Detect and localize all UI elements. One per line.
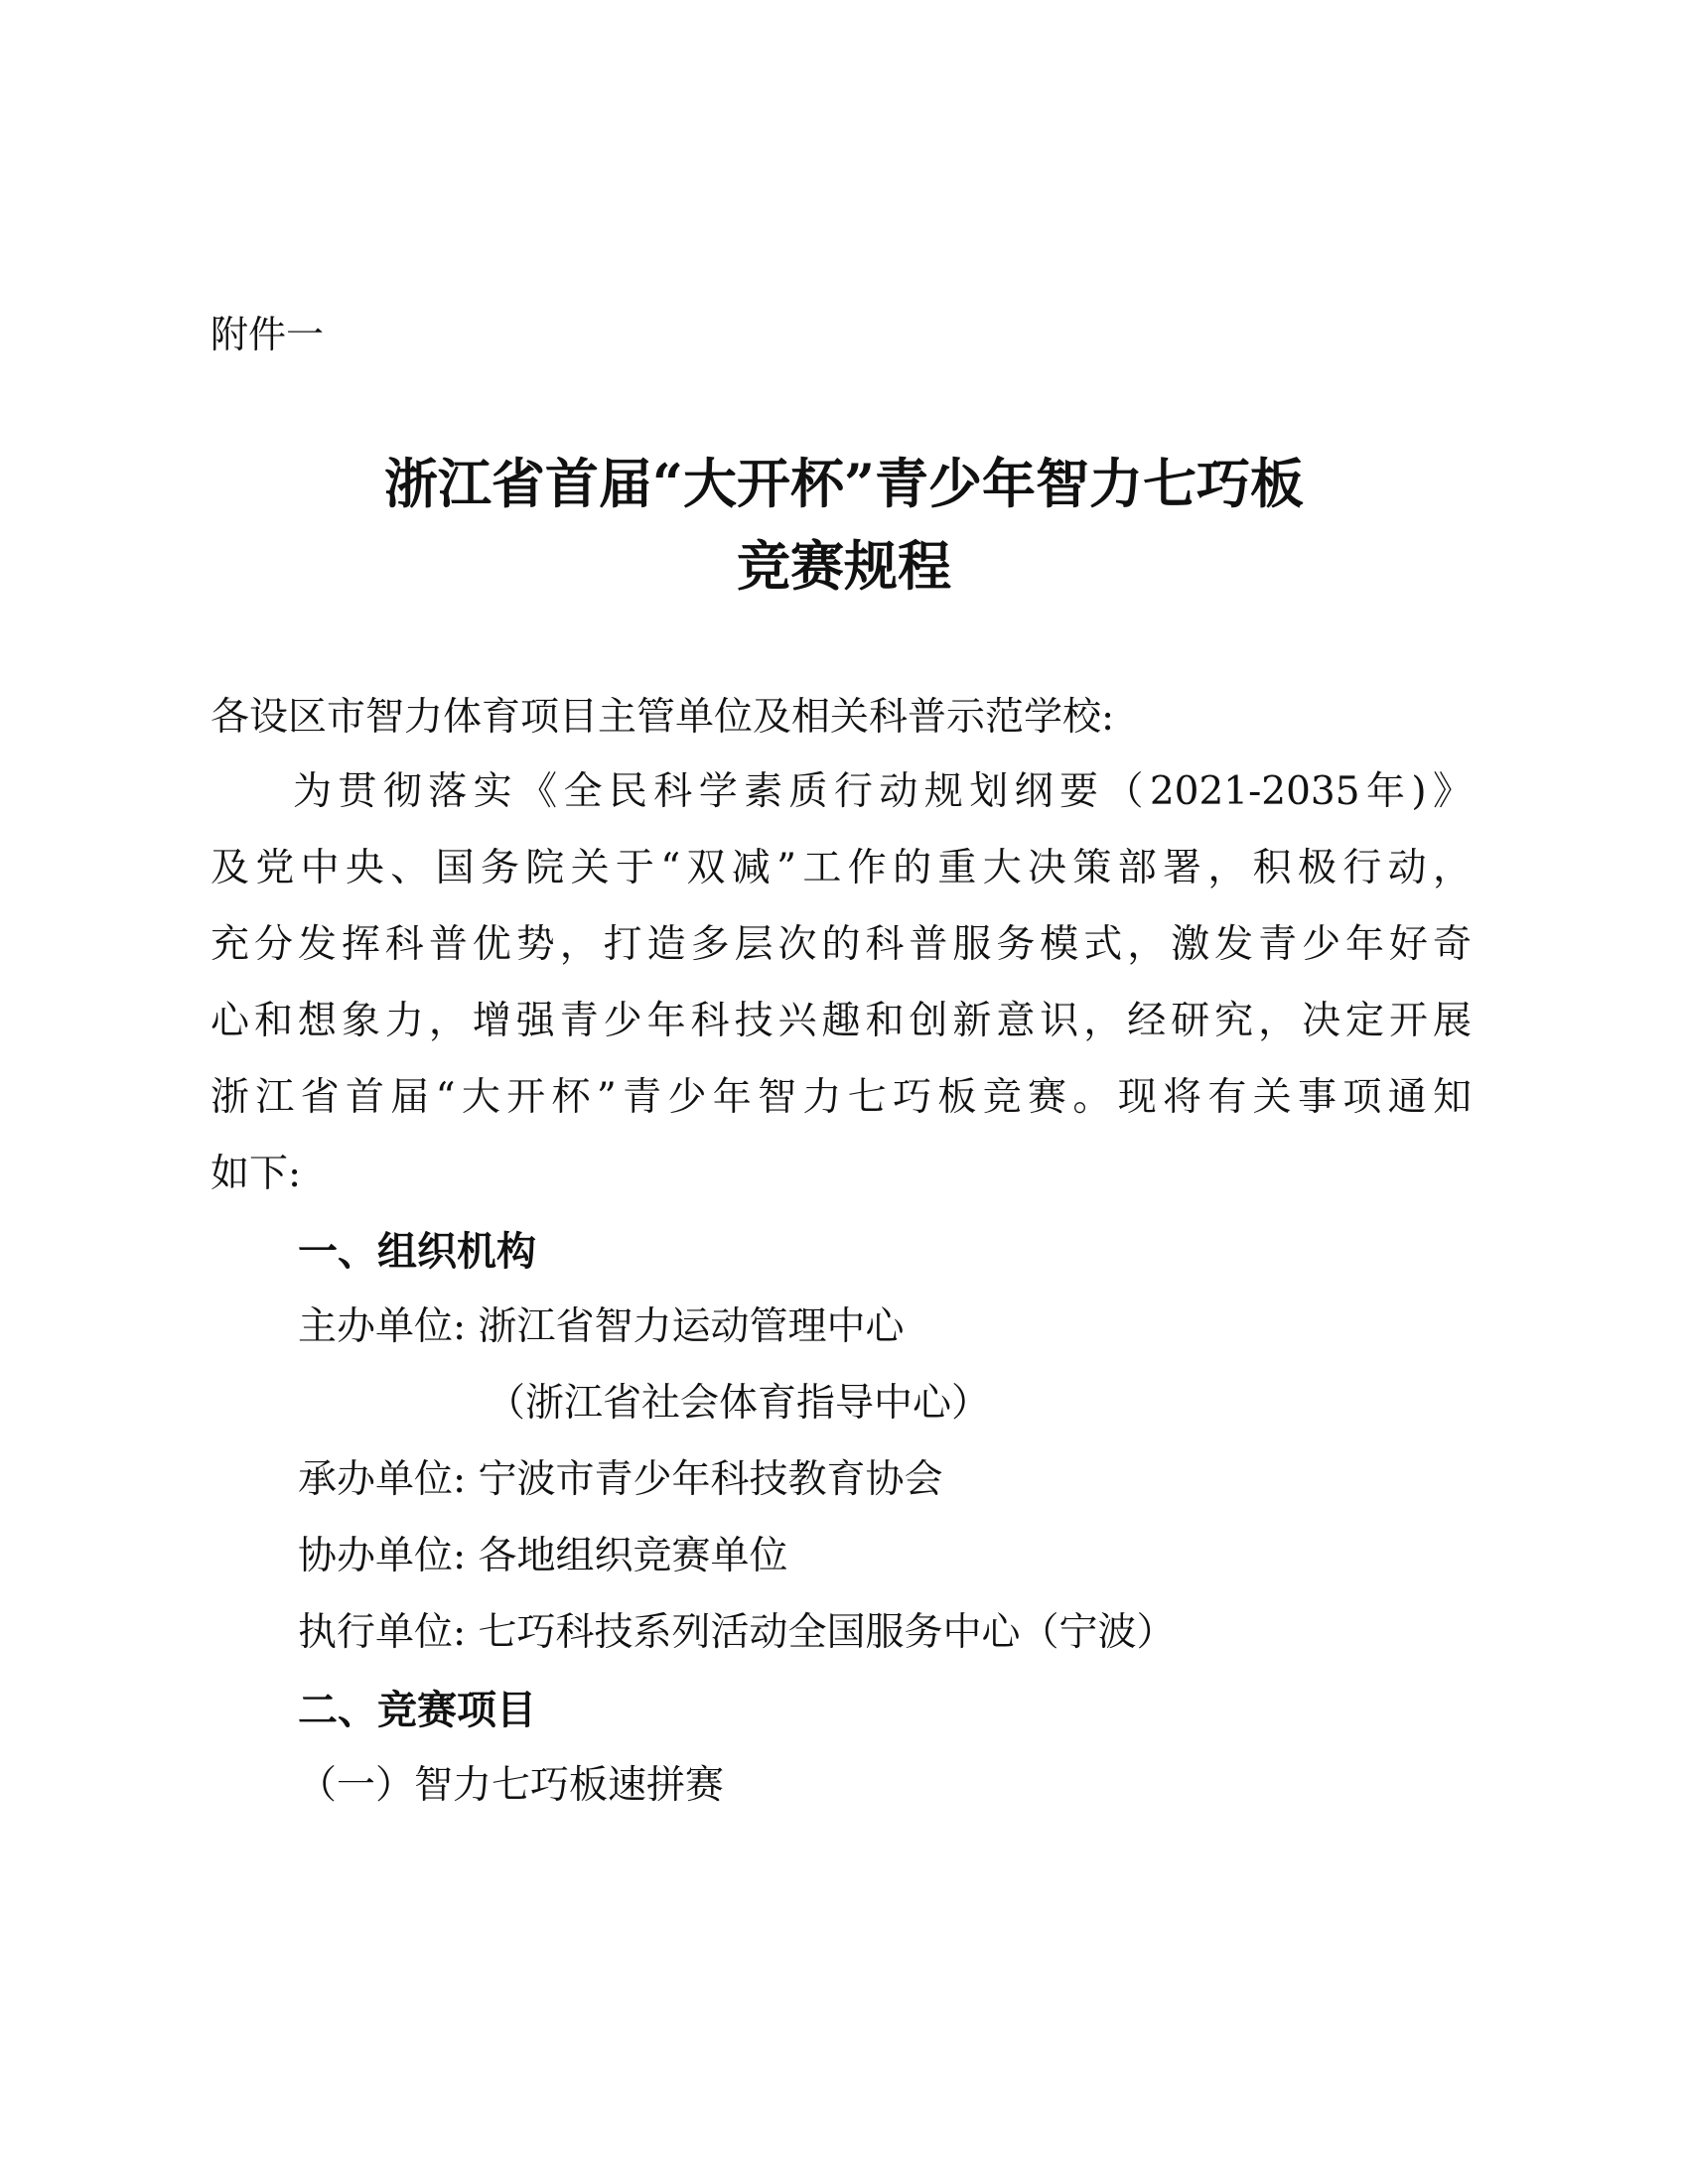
intro-line: 浙江省首届“大开杯”青少年智力七巧板竞赛。现将有关事项通知	[211, 1075, 1472, 1120]
intro-line: 如下:	[211, 1152, 302, 1196]
document-title-line-1: 浙江省首届“大开杯”青少年智力七巧板	[383, 452, 1305, 515]
section-heading-organization: 一、组织机构	[298, 1229, 536, 1275]
host-unit: 主办单位: 浙江省智力运动管理中心	[298, 1304, 905, 1349]
co-organizer-unit: 协办单位: 各地组织竞赛单位	[298, 1534, 788, 1578]
event-item: （一）智力七巧板速拼赛	[298, 1763, 725, 1808]
section-heading-events: 二、竞赛项目	[298, 1688, 536, 1733]
salutation: 各设区市智力体育项目主管单位及相关科普示范学校:	[211, 695, 1115, 740]
intro-line: 及党中央、国务院关于“双减”工作的重大决策部署，积极行动，	[211, 846, 1472, 890]
intro-line: 心和想象力，增强青少年科技兴趣和创新意识，经研究，决定开展	[211, 999, 1472, 1043]
executor-unit: 执行单位: 七巧科技系列活动全国服务中心（宁波）	[298, 1610, 1176, 1655]
intro-line: 充分发挥科普优势，打造多层次的科普服务模式，激发青少年好奇	[211, 922, 1472, 967]
organizer-unit: 承办单位: 宁波市青少年科技教育协会	[298, 1457, 943, 1502]
document-title-line-2: 竞赛规程	[737, 534, 951, 598]
intro-line: 为贯彻落实《全民科学素质行动规划纲要（2021-2035年)》	[293, 769, 1472, 814]
host-unit-alias: （浙江省社会体育指导中心）	[487, 1381, 991, 1426]
attachment-label: 附件一	[211, 313, 325, 356]
